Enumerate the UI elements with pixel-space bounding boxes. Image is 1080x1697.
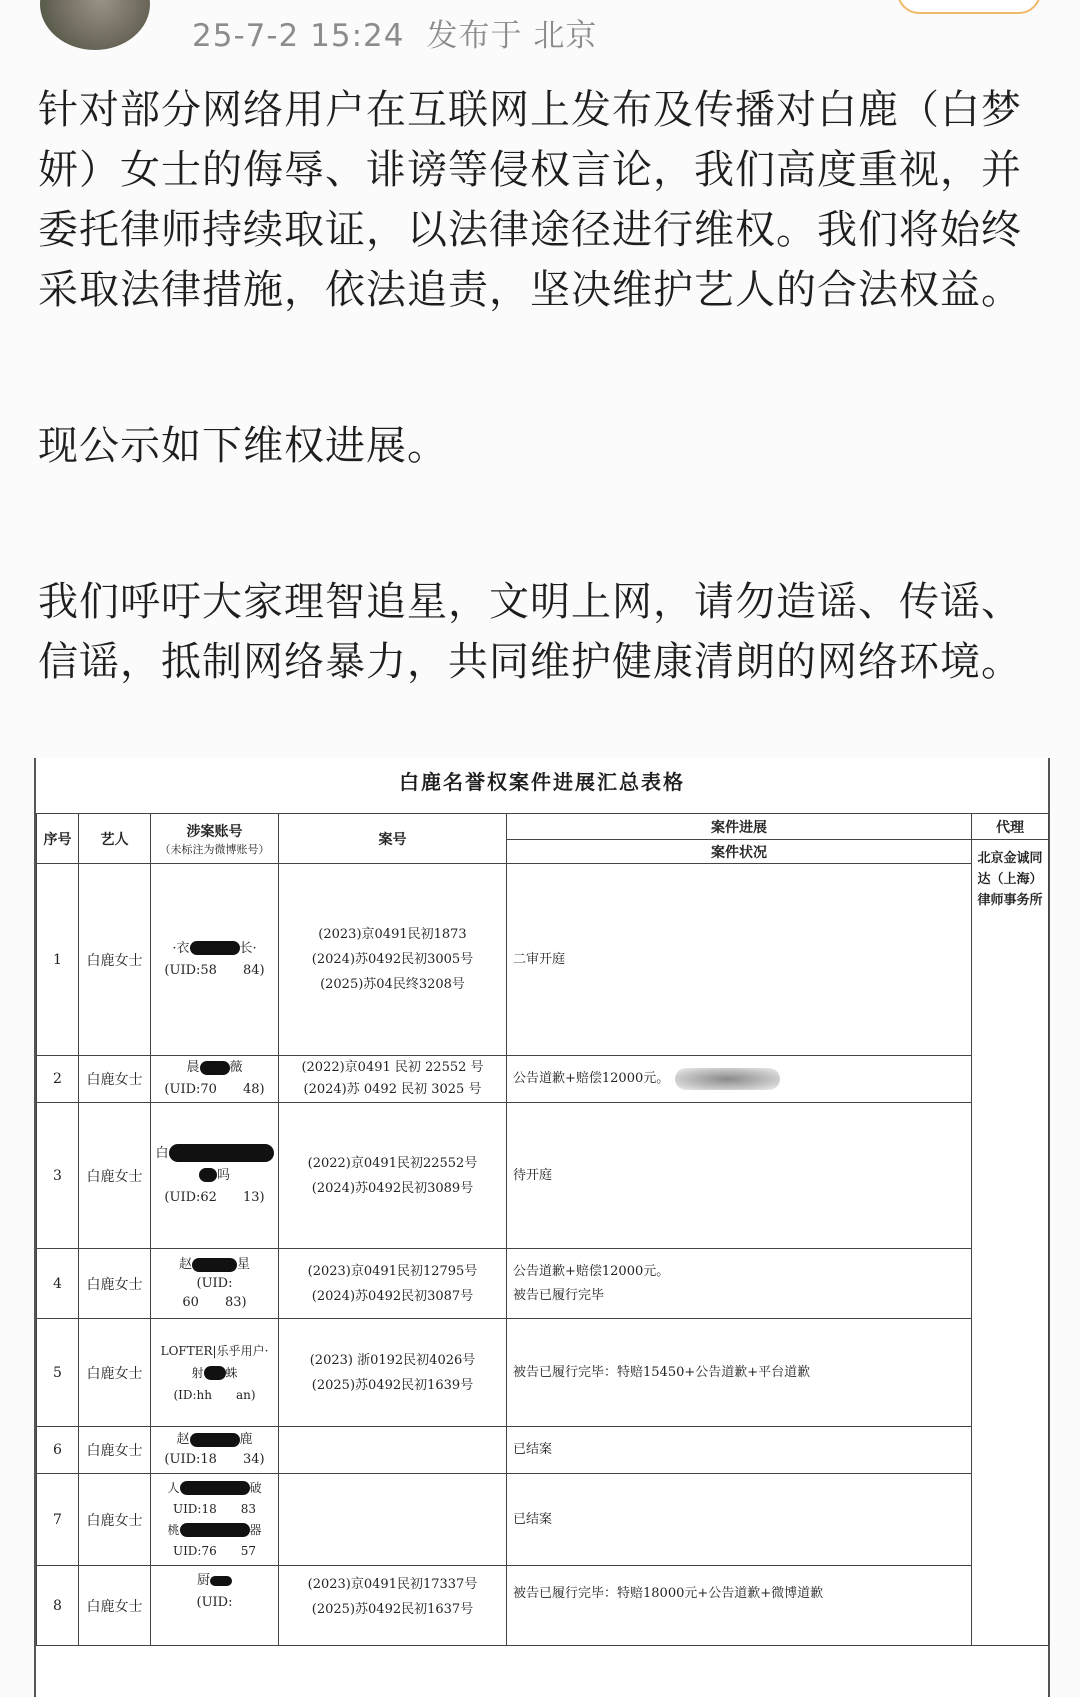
row-account: 赵 星 (UID: 60 83): [151, 1249, 279, 1319]
header-case-no: 案号: [279, 814, 507, 864]
row-case-no: [279, 1474, 507, 1566]
row-num: 8: [37, 1566, 79, 1646]
row-artist: 白鹿女士: [79, 1474, 151, 1566]
table-row: [37, 1427, 1049, 1474]
avatar[interactable]: [40, 0, 150, 50]
row-case-no: [279, 1427, 507, 1474]
row-account: LOFTER|乐乎用户· 射 蛛 (ID:hh an): [151, 1319, 279, 1427]
row-artist: 白鹿女士: [79, 1566, 151, 1646]
redaction-mark: [169, 1144, 274, 1162]
redaction-mark: [190, 941, 240, 955]
row-progress: 公告道歉+赔偿12000元。: [507, 1056, 972, 1103]
header-num: 序号: [37, 814, 79, 864]
row-account: 晨 薇 (UID:70 48): [151, 1056, 279, 1103]
row-progress: 已结案: [507, 1427, 972, 1474]
redaction-mark: [192, 1258, 237, 1272]
redaction-mark: [180, 1481, 250, 1495]
case-table: [36, 813, 1049, 1646]
post-location: 发布于 北京: [426, 18, 598, 54]
row-case-no: (2022)京0491 民初 22552 号 (2024)苏 0492 民初 3025 号: [279, 1056, 507, 1103]
post-meta: [192, 10, 597, 55]
row-artist: 白鹿女士: [79, 1319, 151, 1427]
row-num: 1: [37, 864, 79, 1056]
row-num: 5: [37, 1319, 79, 1427]
post-date: 25-7-2 15:24: [192, 18, 405, 54]
row-progress: 二审开庭: [507, 864, 972, 1056]
row-progress: 被告已履行完毕：特赔15450+公告道歉+平台道歉: [507, 1319, 972, 1427]
blurred-mark: [675, 1068, 780, 1090]
row-progress: 公告道歉+赔偿12000元。 被告已履行完毕: [507, 1249, 972, 1319]
row-artist: 白鹿女士: [79, 1056, 151, 1103]
row-case-no: (2023) 浙0192民初4026号 (2025)苏0492民初1639号: [279, 1319, 507, 1427]
redaction-mark: [200, 1061, 230, 1075]
row-progress: 被告已履行完毕：特赔18000元+公告道歉+微博道歉: [507, 1566, 972, 1646]
table-row: [37, 1249, 1049, 1319]
post-paragraph-2: 现公示如下维权进展。: [38, 423, 448, 469]
row-num: 6: [37, 1427, 79, 1474]
table-row: [37, 1319, 1049, 1427]
row-case-no: (2023)京0491民初17337号 (2025)苏0492民初1637号: [279, 1566, 507, 1646]
header-progress-sub: 案件状况: [507, 840, 972, 864]
row-num: 4: [37, 1249, 79, 1319]
row-artist: 白鹿女士: [79, 1249, 151, 1319]
row-account: ·衣 长· (UID:58 84): [151, 864, 279, 1056]
header-account-note: （未标注为微博账号）: [159, 842, 270, 856]
agent-cell: 北京金诚同达（上海）律师事务所: [972, 840, 1049, 1646]
case-summary-document[interactable]: [34, 758, 1050, 1697]
document-title: 白鹿名誉权案件进展汇总表格: [399, 770, 685, 794]
row-account: 白 吗 (UID:62 13): [151, 1103, 279, 1249]
redaction-mark: [190, 1433, 240, 1447]
row-num: 2: [37, 1056, 79, 1103]
row-num: 7: [37, 1474, 79, 1566]
table-row: [37, 1056, 1049, 1103]
row-progress: 已结案: [507, 1474, 972, 1566]
header-agent: 代理: [972, 814, 1049, 840]
row-case-no: (2022)京0491民初22552号 (2024)苏0492民初3089号: [279, 1103, 507, 1249]
row-account: 厨 (UID:: [151, 1566, 279, 1646]
redaction-mark: [199, 1168, 217, 1182]
post-header: [0, 0, 1080, 56]
redaction-mark: [204, 1366, 226, 1380]
row-case-no: (2023)京0491民初12795号 (2024)苏0492民初3087号: [279, 1249, 507, 1319]
redaction-mark: [210, 1576, 232, 1586]
header-progress: 案件进展: [507, 814, 972, 840]
row-artist: 白鹿女士: [79, 1427, 151, 1474]
header-account-label: 涉案账号: [186, 823, 243, 840]
header-artist: 艺人: [79, 814, 151, 864]
row-artist: 白鹿女士: [79, 864, 151, 1056]
row-progress: 待开庭: [507, 1103, 972, 1249]
row-num: 3: [37, 1103, 79, 1249]
table-row: [37, 1566, 1049, 1646]
row-case-no: (2023)京0491民初1873 (2024)苏0492民初3005号 (2025)苏04民终3208号: [279, 864, 507, 1056]
follow-button[interactable]: [897, 0, 1041, 14]
post-paragraph-3: 我们呼吁大家理智追星，文明上网，请勿造谣、传谣、信谣，抵制网络暴力，共同维护健康清朗的网络环境。: [38, 579, 1022, 685]
redaction-mark: [180, 1523, 250, 1537]
table-row: [37, 1103, 1049, 1249]
row-artist: 白鹿女士: [79, 1103, 151, 1249]
table-row: [37, 1474, 1049, 1566]
row-account: 人 破 UID:18 83 桃 器 UID:76 57: [151, 1474, 279, 1566]
header-account: [151, 814, 279, 864]
table-row: [37, 864, 1049, 1056]
post-paragraph-1: 针对部分网络用户在互联网上发布及传播对白鹿（白梦妍）女士的侮辱、诽谤等侵权言论，我们高度重视，并委托律师持续取证，以法律途径进行维权。我们将始终采取法律措施，依法追责，坚决维护艺人的合法权益。: [38, 87, 1022, 313]
row-account: 赵 鹿 (UID:18 34): [151, 1427, 279, 1474]
